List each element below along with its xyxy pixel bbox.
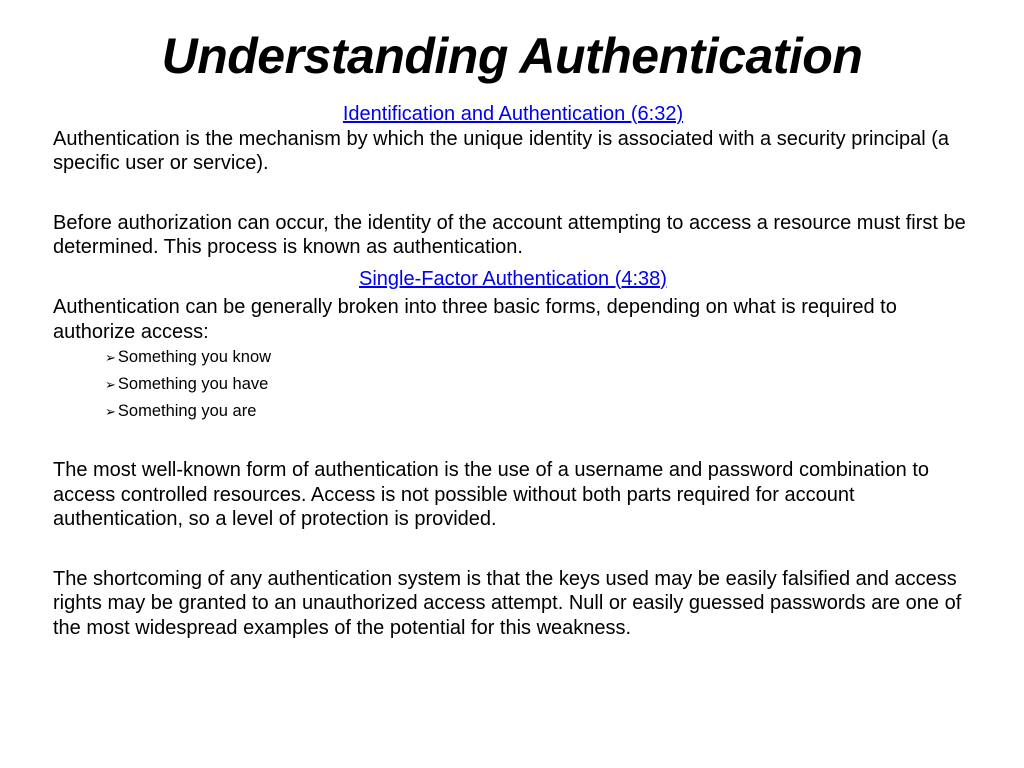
slide-title: Understanding Authentication [161,28,863,84]
paragraph-three-forms: Authentication can be generally broken into three basic forms, depending on what is required to authorize access: [53,296,897,343]
paragraph-username-password: The most well-known form of authentication is the use of a username and password combination to access controlled resources. Access is not possible without both parts required for account authentication, so a level of protection is provided. [53,459,930,530]
spacer [53,176,973,211]
arrow-bullet-icon: ➢ [105,404,116,419]
arrow-bullet-icon: ➢ [105,350,116,365]
single-factor-authentication-link[interactable]: Single-Factor Authentication (4:38) [359,267,667,290]
list-item [105,344,973,371]
link-row-identification [53,102,973,127]
list-item-label: Something you know [117,348,272,366]
paragraph-definition: Authentication is the mechanism by which the unique identity is associated with a security principal (a specific user or service). [53,127,950,174]
identification-authentication-link[interactable]: Identification and Authentication (6:32) [342,103,684,125]
slide-content [53,102,973,640]
spacer [53,425,973,458]
list-item [105,398,973,425]
link-row-single-factor [53,267,973,292]
paragraph-shortcoming: The shortcoming of any authentication system is that the keys used may be easily falsified and access rights may be granted to an unauthorized access attempt. Null or easily guessed passwords are one of the most widespread examples of the potential for this weakness. [53,567,962,639]
list-item [105,371,973,398]
spacer [53,532,973,567]
arrow-bullet-icon: ➢ [105,377,116,392]
list-item-label: Something you are [117,402,257,420]
list-item-label: Something you have [117,375,269,393]
authentication-forms-list [53,344,973,425]
paragraph-before-authorization: Before authorization can occur, the identity of the account attempting to access a resource must first be determined. This process is known as authentication. [53,211,966,258]
